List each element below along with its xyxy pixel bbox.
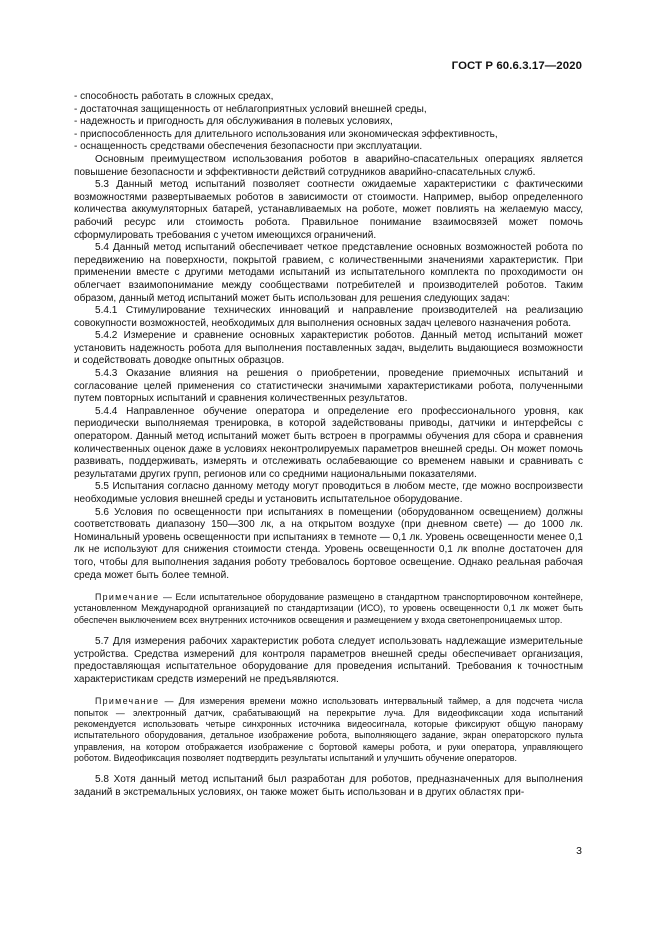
paragraph-5-6: 5.6 Условия по освещенности при испытаниях в помещении (оборудованном освещением) должны соответствовать диапазону 150—300 лк, а на открытом воздухе (при дневном свете) — до 1000 лк. Номинальный уровень освещенности при испытаниях в темноте — 0,1 лк. Уровень освещенности менее 0,1 лк не используют для снижения стоимости стенда. Уровень освещенности 0,1 лк вполне достаточен для того, чтобы для выполнения задания роботу требовалось бортовое освещение. Однако реальная рабочая среда может быть более темной. bbox=[74, 506, 583, 581]
list-item: - оснащенность средствами обеспечения безопасности при эксплуатации. bbox=[74, 141, 423, 153]
note-text: — Для измерения времени можно использовать интервальный таймер, а для подсчета числа попыток — электронный датчик, срабатывающий на перекрытие луча. Для видеофиксации хода испытаний рекомендуется использовать четыре синхронных источника видеосигнала, которые фиксируют общую панораму испытательного оборудования, детальное изображение робота, выполняющего задание, экран операторского пульта управления, на котором отображается изображение с бортовой камеры робота, и руки оператора, управляющего роботом. Видеофиксация позволяет подтвердить результаты испытаний и улучшить обучение операторов. bbox=[74, 696, 583, 763]
list-item: - достаточная защищенность от неблагоприятных условий внешней среды, bbox=[74, 103, 427, 115]
note-lighting bbox=[74, 592, 583, 626]
paragraph-5-5: 5.5 Испытания согласно данному методу могут проводиться в любом месте, где можно воспроизвести необходимые условия внешней среды и установить испытательное оборудование. bbox=[74, 481, 583, 505]
paragraph-5-4-1: 5.4.1 Стимулирование технических инноваций и направление производителей на реализацию совокупности возможностей, необходимых для выполнения основных задач целевого назначения робота. bbox=[74, 305, 583, 329]
note-label: Примечание bbox=[95, 696, 160, 707]
paragraph-5-8: 5.8 Хотя данный метод испытаний был разработан для роботов, предназначенных для выполнения заданий в экстремальных условиях, он также может быть использован и в других областях при- bbox=[74, 774, 583, 798]
paragraph-5-4-4: 5.4.4 Направленное обучение оператора и определение его профессионального уровня, как периодически выполняемая тренировка, в которой задействованы приводы, датчики и интерфейсы с оператором. Данный метод испытаний может быть встроен в программы обучения для сбора и сравнения количественных оценок даже в условиях неконтролируемых параметров внешней среды. Он может помочь развивать, поддерживать, измерять и отслеживать ослабевающие со временем навыки и сравнивать с результатами других групп, регионов или со средними национальными показателями. bbox=[74, 405, 583, 480]
paragraph-5-4-2: 5.4.2 Измерение и сравнение основных характеристик роботов. Данный метод испытаний может установить надежность робота для выполнения поставленных задач, выделить выдающиеся возможности и содействовать доводке опытных образцов. bbox=[74, 330, 583, 367]
note-text: — Если испытательное оборудование размещено в стандартном транспортировочном контейнере, установленном Международной организацией по стандартизации (ИСО), то уровень освещенности 0,1 лк может быть обеспечен выключением всех внутренних источников освещения и размещением у входа светонепроницаемых штор. bbox=[74, 592, 583, 625]
paragraph-5-4: 5.4 Данный метод испытаний обеспечивает четкое представление основных возможностей робота по передвижению на поверхности, покрытой гравием, с количественными значениями характеристик. При применении вместе с другими методами испытаний из испытательного комплекта по проходимости он облегчает взаимопонимание между сообществами потребителей и производителей роботов. Таким образом, данный метод испытаний может быть использован для решения следующих задач: bbox=[74, 242, 583, 304]
paragraph-5-3: 5.3 Данный метод испытаний позволяет соотнести ожидаемые характеристики с фактическими возможностями развертываемых роботов в зависимости от стоимости. Например, выбор определенного количества аккумуляторных батарей, устанавливаемых на роботе, может повлиять на желаемую массу, рабочий ресурс или стоимость робота. Правильное понимание взаимосвязей может помочь сформулировать требования с учетом имеющихся ограничений. bbox=[74, 179, 583, 241]
page-number: 3 bbox=[576, 845, 582, 857]
document-header: ГОСТ Р 60.6.3.17—2020 bbox=[451, 60, 582, 72]
note-label: Примечание bbox=[95, 592, 160, 603]
paragraph-5-4-3: 5.4.3 Оказание влияния на решения о приобретении, проведение приемочных испытаний и согласование целей применения со статистически значимыми характеристиками робота, полученными путем повторных испытаний и сравнения количественных результатов. bbox=[74, 368, 583, 405]
list-item: - надежность и пригодность для обслуживания в полевых условиях, bbox=[74, 116, 393, 128]
note-measurement bbox=[74, 696, 583, 764]
paragraph-main-advantage: Основным преимуществом использования роботов в аварийно-спасательных операциях является повышение безопасности и эффективности действий сотрудников аварийно-спасательных служб. bbox=[74, 153, 583, 178]
document-body bbox=[74, 91, 583, 799]
paragraph-5-7: 5.7 Для измерения рабочих характеристик робота следует использовать надлежащие измерительные устройства. Средства измерений для контроля параметров внешней среды обеспечивает организация, предоставляющая испытательное оборудование для проведения испытаний. Требования к точностным характеристикам средств измерений не предъявляются. bbox=[74, 636, 583, 685]
list-item: - приспособленность для длительного использования или экономическая эффективность, bbox=[74, 128, 498, 140]
list-item: - способность работать в сложных средах, bbox=[74, 91, 274, 102]
